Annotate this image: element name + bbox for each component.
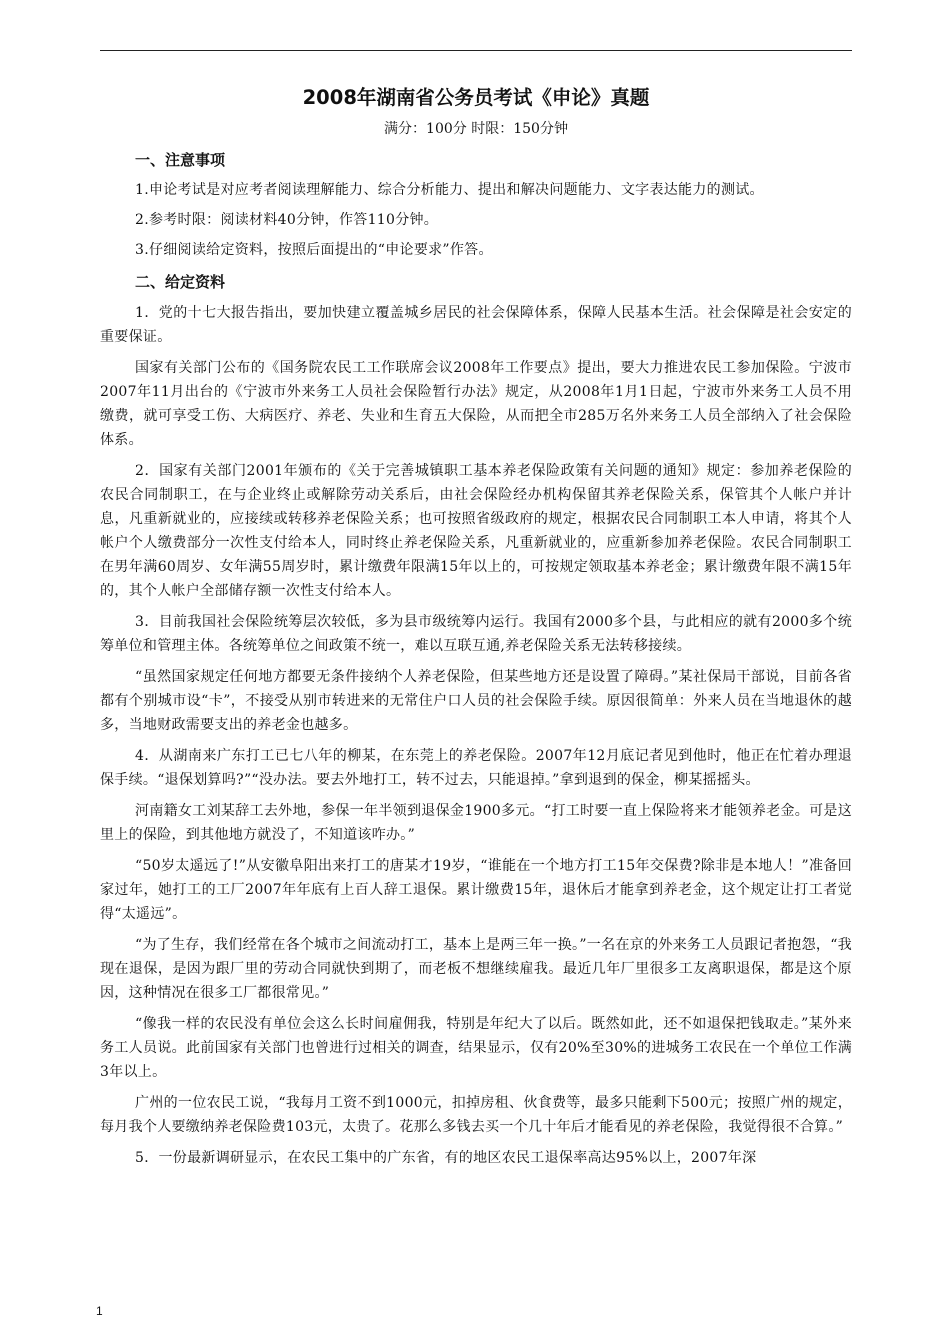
header-rule [100,50,852,51]
material-paragraph: 河南籍女工刘某辞工去外地，参保一年半领到退保金1900多元。“打工时要一直上保险将来才能领养老金。可是这里上的保险，到其他地方就没了，不知道该咋办。” [100,803,852,843]
material-paragraph: 2．国家有关部门2001年颁布的《关于完善城镇职工基本养老保险政策有关问题的通知》规定：参加养老保险的农民合同制职工，在与企业终止或解除劳动关系后，由社会保险经办机构保留其养老保险关系，保管其个人帐户并计息，凡重新就业的，应接续或转移养老保险关系；也可按照省级政府的规定，根据农民合同制职工本人申请，将其个人帐户个人缴费部分一次性支付给本人，同时终止养老保险关系，凡重新就业的，应重新参加养老保险。农民合同制职工在男年满60周岁、女年满55周岁时，累计缴费年限满15年以上的，可按规定领取基本养老金；累计缴费年限不满15年的，其个人帐户全部储存额一次性支付给本人。 [100,463,852,599]
note-item-2: 2.参考时限：阅读材料40分钟，作答110分钟。 [135,212,439,228]
material-paragraph: “虽然国家规定任何地方都要无条件接纳个人养老保险，但某些地方还是设置了障碍。”某社保局干部说，目前各省都有个别城市设“卡”，不接受从别市转进来的无常住户口人员的社会保险手续。原因很简单：外来人员在当地退休的越多，当地财政需要支出的养老金也越多。 [100,669,852,733]
note-item-3: 3.仔细阅读给定资料，按照后面提出的“申论要求”作答。 [135,242,493,258]
note-item-1: 1.申论考试是对应考者阅读理解能力、综合分析能力、提出和解决问题能力、文字表达能力的测试。 [135,182,764,198]
document-page [100,84,852,1170]
document-subtitle: 满分：100分 时限：150分钟 [384,121,568,137]
material-paragraph: 5．一份最新调研显示，在农民工集中的广东省，有的地区农民工退保率高达95%以上，2007年深 [135,1150,757,1166]
material-paragraph: 1．党的十七大报告指出，要加快建立覆盖城乡居民的社会保障体系，保障人民基本生活。社会保障是社会安定的重要保证。 [100,305,852,345]
material-paragraph: “50岁太遥远了!”从安徽阜阳出来打工的唐某才19岁，“谁能在一个地方打工15年交保费?除非是本地人！”准备回家过年，她打工的工厂2007年年底有上百人辞工退保。累计缴费15年，退休后才能拿到养老金，这个规定让打工者觉得“太遥远”。 [100,858,852,922]
material-paragraph: 3．目前我国社会保险统筹层次较低，多为县市级统筹内运行。我国有2000多个县，与此相应的就有2000多个统筹单位和管理主体。各统筹单位之间政策不统一，难以互联互通,养老保险关系无法转移接续。 [100,614,852,654]
material-paragraph: 4．从湖南来广东打工已七八年的柳某，在东莞上的养老保险。2007年12月底记者见到他时，他正在忙着办理退保手续。“退保划算吗?”“没办法。要去外地打工，转不过去，只能退掉。”拿到退到的保金，柳某摇摇头。 [100,748,852,788]
page-number: 1 [96,1304,103,1318]
section-heading-materials: 二、给定资料 [135,273,226,291]
material-paragraph: 国家有关部门公布的《国务院农民工工作联席会议2008年工作要点》提出，要大力推进农民工参加保险。宁波市2007年11月出台的《宁波市外来务工人员社会保险暂行办法》规定，从2008年1月1日起，宁波市外来务工人员不用缴费，就可享受工伤、大病医疗、养老、失业和生育五大保险，从而把全市285万名外来务工人员全部纳入了社会保险体系。 [100,360,852,448]
document-title: 2008年湖南省公务员考试《申论》真题 [302,86,650,109]
material-paragraph: “像我一样的农民没有单位会这么长时间雇佣我，特别是年纪大了以后。既然如此，还不如退保把钱取走。”某外来务工人员说。此前国家有关部门也曾进行过相关的调查，结果显示，仅有20%至30%的进城务工农民在一个单位工作满3年以上。 [100,1016,852,1080]
section-heading-notes: 一、注意事项 [135,151,226,169]
material-paragraph: “为了生存，我们经常在各个城市之间流动打工，基本上是两三年一换。”一名在京的外来务工人员跟记者抱怨，“我现在退保，是因为跟厂里的劳动合同就快到期了，而老板不想继续雇我。最近几年厂里很多工友离职退保，都是这个原因，这种情况在很多工厂都很常见。” [100,937,852,1001]
material-paragraph: 广州的一位农民工说，“我每月工资不到1000元，扣掉房租、伙食费等，最多只能剩下500元；按照广州的规定，每月我个人要缴纳养老保险费103元，太贵了。花那么多钱去买一个几十年后才能看见的养老保险，我觉得很不合算。” [100,1095,852,1135]
